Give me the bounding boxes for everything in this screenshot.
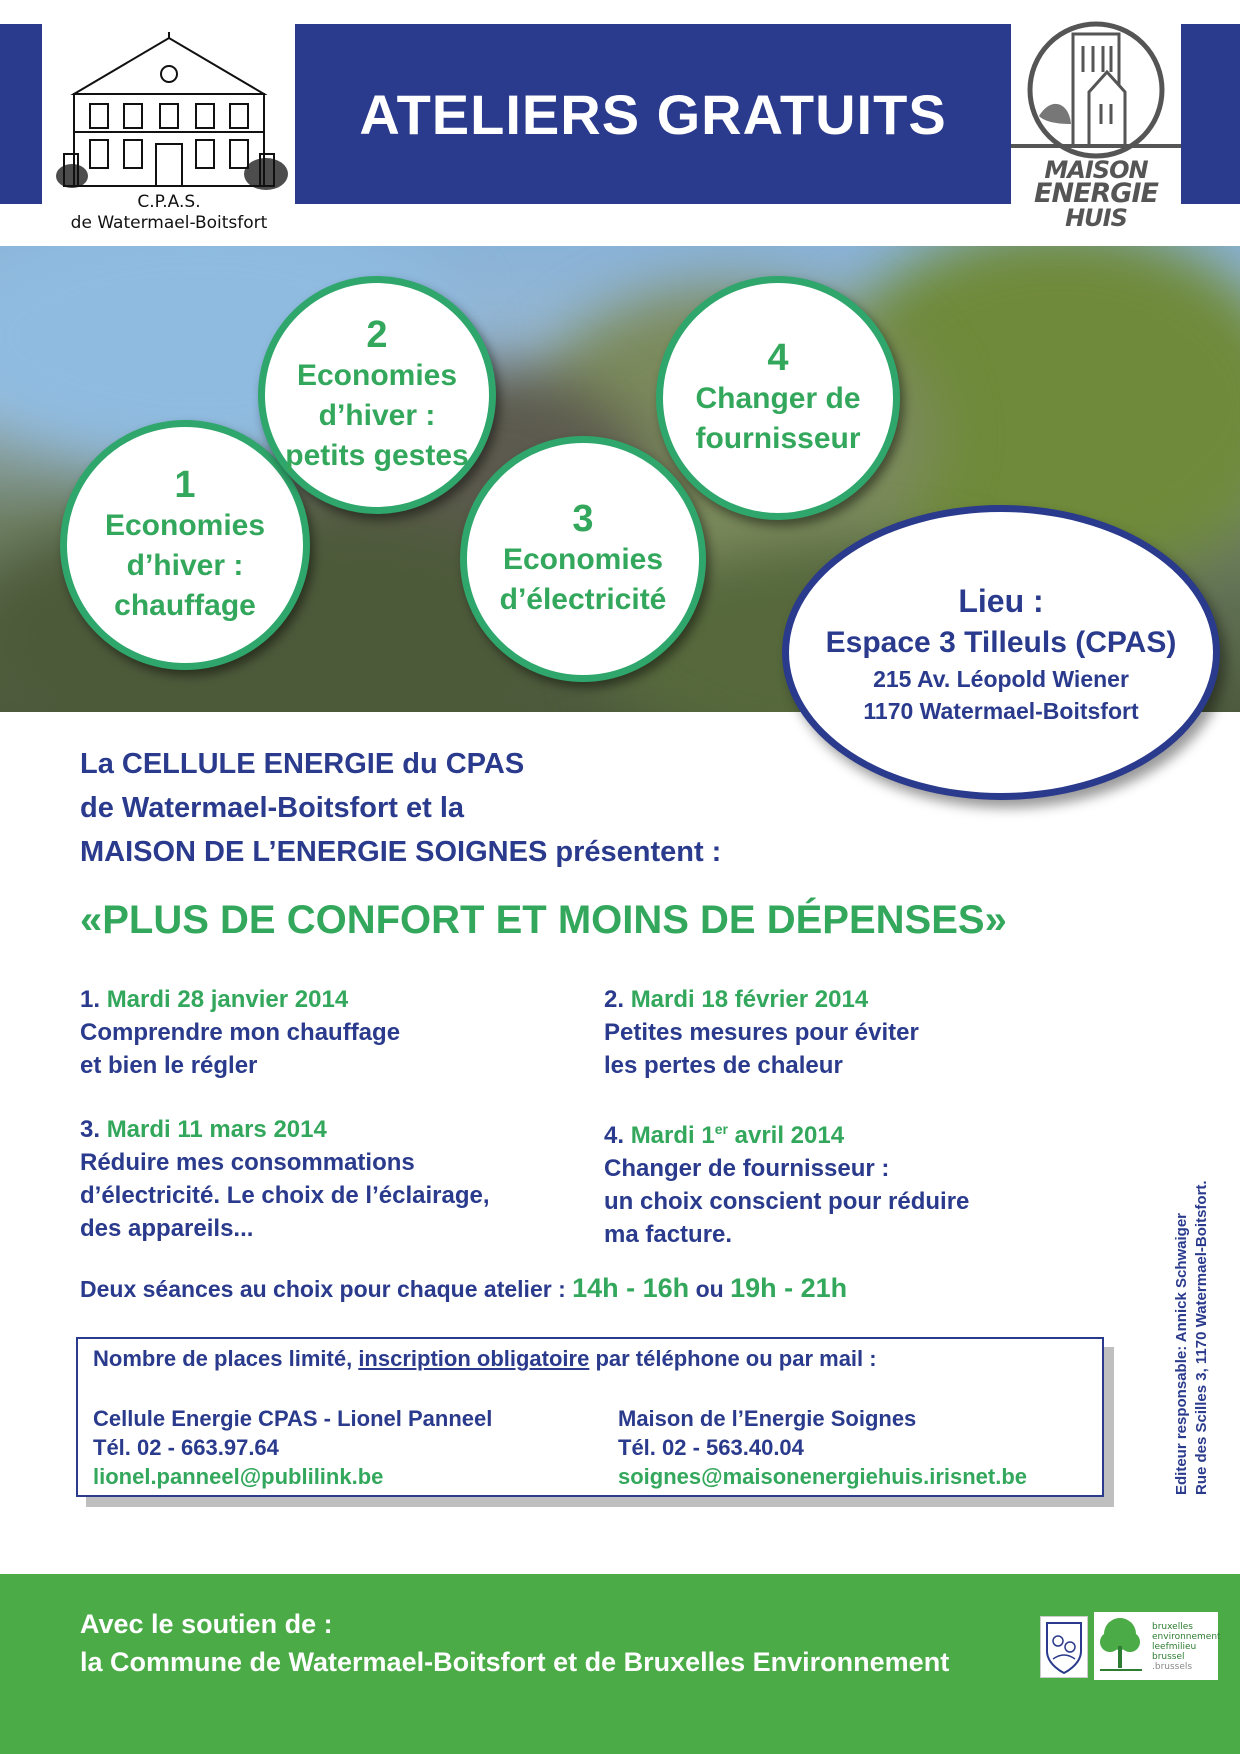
workshop-item-2 — [604, 983, 1104, 1082]
workshop-desc: ma facture. — [604, 1221, 733, 1248]
location-title: Lieu : — [958, 582, 1044, 619]
be-logo-line: leefmilieu — [1152, 1642, 1197, 1652]
editor-line: Editeur responsable: Annick Schwaiger — [1173, 1212, 1190, 1495]
page-title: ATELIERS GRATUITS — [359, 82, 947, 146]
contact-maison-energie — [618, 1404, 1027, 1491]
be-logo-text — [1152, 1622, 1221, 1672]
circle-number: 1 — [174, 464, 196, 506]
contact-name: Maison de l’Energie Soignes — [618, 1406, 917, 1431]
maison-energie-wordmark — [1011, 158, 1181, 230]
cpas-caption-line1: C.P.A.S. — [137, 192, 201, 212]
circle-label: petits gestes — [285, 439, 469, 472]
registration-lead — [93, 1346, 877, 1372]
circle-label: chauffage — [114, 589, 256, 622]
circle-label: Economies — [296, 359, 458, 392]
header-bar-left — [0, 24, 42, 204]
workshop-circle-1 — [60, 420, 310, 670]
session-slot-1: 14h - 16h — [572, 1273, 690, 1303]
contact-name: Cellule Energie CPAS - Lionel Panneel — [93, 1406, 493, 1431]
intro-line — [80, 830, 880, 874]
workshop-circle-4 — [656, 276, 900, 520]
building-icon — [1011, 12, 1181, 162]
circle-number: 2 — [366, 314, 388, 356]
contact-phone[interactable]: Tél. 02 - 663.97.64 — [93, 1435, 279, 1460]
me-logo-line3: HUIS — [1065, 204, 1127, 232]
cpas-caption — [44, 192, 294, 234]
me-logo-line1: MAISON — [1044, 156, 1148, 184]
workshop-date: Mardi 11 mars 2014 — [106, 1116, 327, 1143]
session-times — [80, 1273, 980, 1304]
contact-email-link[interactable]: lionel.panneel@publilink.be — [93, 1464, 384, 1489]
coat-of-arms-icon — [1041, 1617, 1087, 1677]
workshop-number: 4. — [604, 1122, 625, 1149]
session-text: Deux séances au choix pour chaque atelier : — [80, 1276, 566, 1302]
circle-number: 3 — [572, 498, 594, 540]
house-icon — [44, 24, 294, 194]
me-logo-line2: ENERGIE — [1034, 178, 1158, 209]
workshop-date — [631, 1122, 844, 1149]
intro-text — [80, 742, 880, 874]
location-city: 1170 Watermael-Boitsfort — [863, 697, 1139, 724]
workshop-desc: et bien le régler — [80, 1052, 258, 1079]
workshop-item-4 — [604, 1113, 1104, 1251]
workshop-number: 1. — [80, 986, 101, 1013]
location-place: Espace 3 Tilleuls (CPAS) — [825, 625, 1177, 659]
workshop-number: 3. — [80, 1116, 101, 1143]
circle-label: d’hiver : — [318, 399, 436, 432]
workshop-date: Mardi 28 janvier 2014 — [106, 986, 349, 1013]
workshop-desc: Comprendre mon chauffage — [80, 1019, 401, 1046]
circle-label: d’hiver : — [126, 549, 244, 582]
lead-part: par téléphone ou par mail : — [589, 1346, 877, 1371]
be-logo-line: .brussels — [1152, 1662, 1193, 1672]
workshop-number: 2. — [604, 986, 625, 1013]
commune-logo — [1040, 1616, 1088, 1678]
be-logo-line: bruxelles — [1152, 1622, 1193, 1632]
circle-label: fournisseur — [695, 422, 861, 455]
headline: «PLUS DE CONFORT ET MOINS DE DÉPENSES» — [80, 898, 1007, 942]
footer-line: Avec le soutien de : — [80, 1609, 333, 1639]
contact-phone[interactable]: Tél. 02 - 563.40.04 — [618, 1435, 804, 1460]
footer-line: la Commune de Watermael-Boitsfort et de Bruxelles Environnement — [80, 1647, 950, 1677]
bruxelles-environnement-logo — [1094, 1612, 1221, 1680]
workshop-date: Mardi 18 février 2014 — [630, 986, 869, 1013]
workshop-desc: Petites mesures pour éviter — [604, 1019, 919, 1046]
workshop-desc: Changer de fournisseur : — [604, 1155, 890, 1182]
contact-cpas — [93, 1404, 492, 1491]
circle-label: Economies — [104, 509, 266, 542]
intro-line: de Watermael-Boitsfort et la — [80, 792, 465, 824]
footer-text — [80, 1605, 1060, 1681]
circle-label: Economies — [502, 543, 664, 576]
intro-line: La CELLULE ENERGIE du CPAS — [80, 748, 525, 780]
workshop-desc: Réduire mes consommations — [80, 1149, 415, 1176]
session-or: ou — [695, 1276, 724, 1302]
workshop-date-part: avril 2014 — [727, 1122, 845, 1149]
circle-label: d’électricité — [499, 583, 667, 616]
workshop-circle-3 — [460, 436, 706, 682]
workshop-item-1 — [80, 983, 580, 1082]
workshop-circle-2 — [258, 276, 496, 514]
header-bar-right — [1180, 24, 1240, 204]
circle-label: Changer de — [695, 382, 861, 415]
editor-line: Rue des Scilles 3, 1170 Watermael-Boitsfort. — [1193, 1180, 1210, 1495]
session-slot-2: 19h - 21h — [730, 1273, 848, 1303]
workshop-item-3 — [80, 1113, 580, 1245]
circle-number: 4 — [767, 337, 789, 379]
lead-underlined: inscription obligatoire — [358, 1346, 590, 1371]
workshop-date-part: Mardi 1 — [630, 1122, 715, 1149]
workshop-desc: des appareils... — [80, 1215, 254, 1242]
location-street: 215 Av. Léopold Wiener — [873, 665, 1129, 692]
be-logo-line: environnement — [1152, 1632, 1221, 1642]
intro-present: présentent : — [547, 836, 722, 868]
workshop-desc: les pertes de chaleur — [604, 1052, 843, 1079]
workshop-desc: d’électricité. Le choix de l’éclairage, — [80, 1182, 490, 1209]
workshop-date-sup: er — [714, 1121, 728, 1137]
cpas-caption-line2: de Watermael-Boitsfort — [70, 213, 268, 233]
lead-part: Nombre de places limité, — [93, 1346, 359, 1371]
intro-org: MAISON DE L’ENERGIE SOIGNES — [80, 836, 548, 868]
workshop-desc: un choix conscient pour réduire — [604, 1188, 970, 1215]
be-logo-line: brussel — [1152, 1652, 1185, 1662]
contact-email-link[interactable]: soignes@maisonenergiehuis.irisnet.be — [618, 1464, 1028, 1489]
